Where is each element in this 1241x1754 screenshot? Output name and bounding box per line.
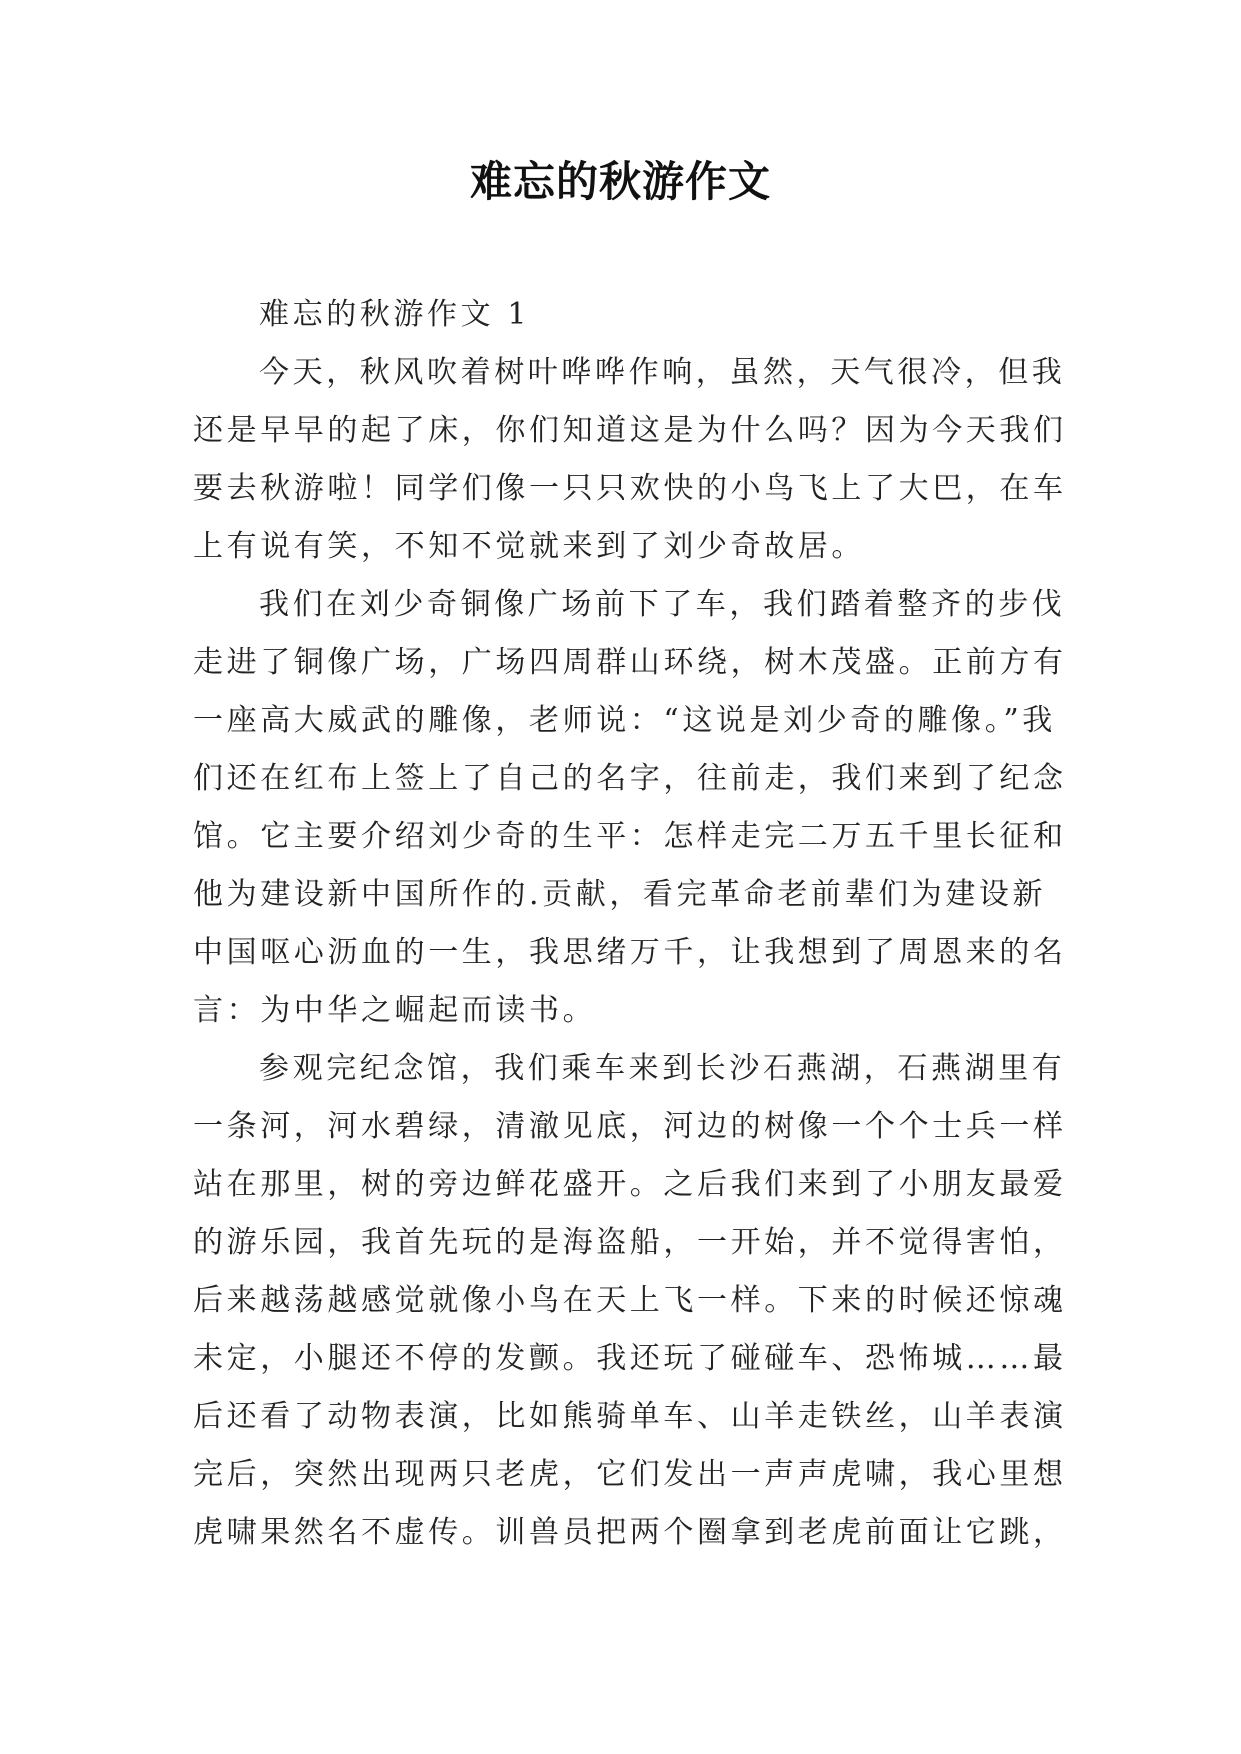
text-line: 他为建设新中国所作的.贡献，看完革命老前辈们为建设新 <box>193 877 1047 912</box>
text-line: 一条河，河水碧绿，清澈见底，河边的树像一个个士兵一样 <box>193 1109 1067 1144</box>
text-line: 要去秋游啦！同学们像一只只欢快的小鸟飞上了大巴，在车 <box>193 471 1067 506</box>
text-line: 言：为中华之崛起而读书。 <box>193 993 597 1028</box>
text-line: 虎啸果然名不虚传。训兽员把两个圈拿到老虎前面让它跳， <box>193 1515 1067 1550</box>
document-title: 难忘的秋游作文 <box>469 157 771 206</box>
text-line: 后来越荡越感觉就像小鸟在天上飞一样。下来的时候还惊魂 <box>193 1283 1067 1318</box>
text-line: 的游乐园，我首先玩的是海盗船，一开始，并不觉得害怕， <box>193 1225 1067 1260</box>
text-line: 走进了铜像广场，广场四周群山环绕，树木茂盛。正前方有 <box>193 645 1067 680</box>
document-body <box>193 286 1067 1562</box>
text-line: 站在那里，树的旁边鲜花盛开。之后我们来到了小朋友最爱 <box>193 1167 1067 1202</box>
text-line: 我们在刘少奇铜像广场前下了车，我们踏着整齐的步伐 <box>259 587 1066 622</box>
text-line: 一座高大威武的雕像，老师说：“这说是刘少奇的雕像。”我 <box>193 703 1056 738</box>
text-line: 们还在红布上签上了自己的名字，往前走，我们来到了纪念 <box>193 761 1067 796</box>
text-line: 后还看了动物表演，比如熊骑单车、山羊走铁丝，山羊表演 <box>193 1399 1067 1434</box>
text-line: 还是早早的起了床，你们知道这是为什么吗？因为今天我们 <box>193 413 1067 448</box>
text-line: 难忘的秋游作文 1 <box>259 297 531 332</box>
text-line: 馆。它主要介绍刘少奇的生平：怎样走完二万五千里长征和 <box>193 819 1067 854</box>
text-line: 今天，秋风吹着树叶哗哗作响，虽然，天气很冷，但我 <box>259 355 1066 390</box>
text-line: 参观完纪念馆，我们乘车来到长沙石燕湖，石燕湖里有 <box>259 1051 1066 1086</box>
text-line: 上有说有笑，不知不觉就来到了刘少奇故居。 <box>193 529 865 564</box>
text-line: 完后，突然出现两只老虎，它们发出一声声虎啸，我心里想 <box>193 1457 1067 1492</box>
text-line: 中国呕心沥血的一生，我思绪万千，让我想到了周恩来的名 <box>193 935 1067 970</box>
text-line: 未定，小腿还不停的发颤。我还玩了碰碰车、恐怖城……最 <box>193 1341 1067 1376</box>
